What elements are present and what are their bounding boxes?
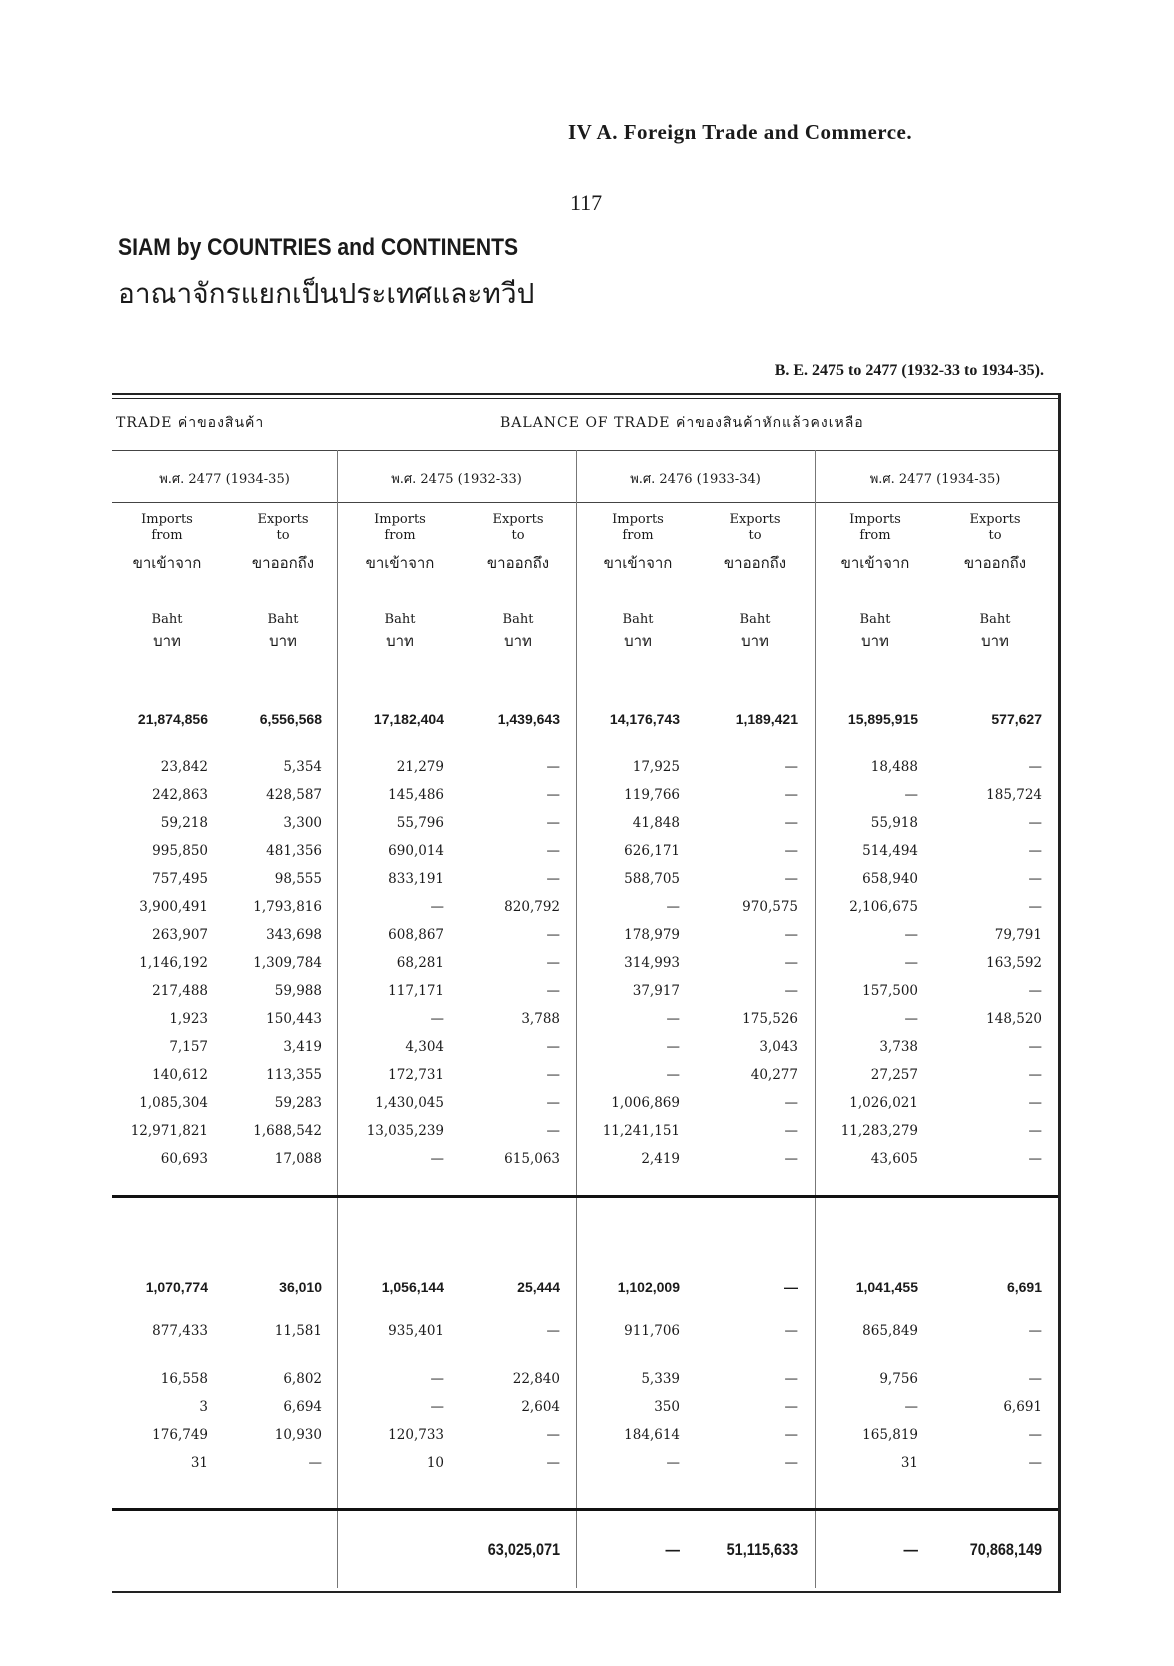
table-cell: 5,354 — [283, 759, 322, 775]
grand-total-cell: — — [903, 1540, 918, 1559]
table-cell: 145,486 — [388, 787, 444, 803]
table-cell: — — [784, 1371, 798, 1387]
column-heading-en: Exports — [969, 512, 1021, 527]
table-cell: — — [784, 1095, 798, 1111]
table-cell: — — [784, 871, 798, 887]
table-cell: 217,488 — [152, 983, 208, 999]
table-cell: 60,693 — [160, 1151, 208, 1167]
table-cell: — — [546, 1323, 560, 1339]
rule-under-years — [112, 502, 1058, 503]
table-cell: — — [784, 1151, 798, 1167]
table-cell: — — [1028, 1123, 1042, 1139]
table-cell: 1,085,304 — [139, 1095, 208, 1111]
table-cell: 481,356 — [266, 843, 322, 859]
table-cell: 172,731 — [388, 1067, 444, 1083]
table-cell: 6,694 — [283, 1399, 322, 1415]
table-cell: 11,283,279 — [840, 1123, 918, 1139]
table-cell: — — [784, 927, 798, 943]
column-heading-en: Imports — [612, 512, 664, 527]
table-cell: — — [546, 1039, 560, 1055]
unit-en: Baht — [151, 612, 183, 627]
table-cell: 690,014 — [388, 843, 444, 859]
table-cell: 1,923 — [169, 1011, 208, 1027]
table-cell: 5,339 — [641, 1371, 680, 1387]
column-heading-en: Imports — [849, 512, 901, 527]
table-cell: — — [784, 1123, 798, 1139]
table-cell: 1,793,816 — [253, 899, 322, 915]
unit-th: บาท — [269, 632, 297, 650]
grand-total-cell: 63,025,071 — [487, 1540, 560, 1559]
title-english: SIAM by COUNTRIES and CONTINENTS — [118, 234, 519, 261]
table-cell: 163,592 — [986, 955, 1042, 971]
table-cell: 1,430,045 — [375, 1095, 444, 1111]
table-cell: 343,698 — [266, 927, 322, 943]
table-cell: 13,035,239 — [366, 1123, 444, 1139]
column-heading-en-sub: to — [511, 528, 525, 543]
table-cell: 16,558 — [160, 1371, 208, 1387]
table-cell: 911,706 — [624, 1323, 680, 1339]
table-cell: — — [784, 1399, 798, 1415]
table-cell: 117,171 — [388, 983, 444, 999]
total-cell: 17,182,404 — [373, 711, 444, 727]
column-heading-th: ขาเข้าจาก — [603, 554, 673, 572]
frame-double-rule — [112, 398, 1058, 399]
column-heading-en: Imports — [374, 512, 426, 527]
year-header-2476: พ.ศ. 2476 (1933-34) — [630, 472, 761, 487]
total-cell: 21,874,856 — [137, 711, 208, 727]
table-cell: — — [546, 1095, 560, 1111]
table-cell: 6,691 — [1003, 1399, 1042, 1415]
table-cell: — — [1028, 871, 1042, 887]
column-heading-th: ขาเข้าจาก — [840, 554, 910, 572]
table-cell: 3,900,491 — [139, 899, 208, 915]
grand-total-cell: 70,868,149 — [969, 1540, 1042, 1559]
table-cell: 935,401 — [388, 1323, 444, 1339]
table-cell: 350 — [654, 1399, 680, 1415]
table-cell: 3,419 — [283, 1039, 322, 1055]
column-heading-en: Exports — [729, 512, 781, 527]
balance-header: BALANCE OF TRADE ค่าของสินค้าหักแล้วคงเหลือ — [500, 415, 864, 431]
table-cell: 119,766 — [624, 787, 680, 803]
table-cell: — — [1028, 1455, 1042, 1471]
table-cell: 1,006,869 — [611, 1095, 680, 1111]
subtotal-cell: 1,041,455 — [855, 1279, 918, 1295]
table-cell: 970,575 — [742, 899, 798, 915]
table-cell: 1,026,021 — [849, 1095, 918, 1111]
table-cell: 820,792 — [504, 899, 560, 915]
table-cell: — — [904, 955, 918, 971]
table-cell: — — [430, 899, 444, 915]
table-cell: — — [546, 815, 560, 831]
table-cell: — — [784, 1427, 798, 1443]
column-heading-th: ขาออกถึง — [963, 554, 1027, 572]
table-cell: — — [1028, 899, 1042, 915]
table-cell: — — [784, 983, 798, 999]
page-number: 117 — [570, 190, 603, 215]
total-cell: 577,627 — [991, 711, 1042, 727]
divider-3 — [815, 450, 816, 1588]
table-cell: 588,705 — [624, 871, 680, 887]
unit-en: Baht — [384, 612, 416, 627]
table-cell: 877,433 — [152, 1323, 208, 1339]
column-heading-en-sub: from — [859, 528, 891, 543]
table-cell: 615,063 — [504, 1151, 560, 1167]
table-cell: 263,907 — [152, 927, 208, 943]
unit-en: Baht — [622, 612, 654, 627]
table-cell: 242,863 — [152, 787, 208, 803]
unit-th: บาท — [504, 632, 532, 650]
table-cell: — — [430, 1371, 444, 1387]
table-cell: — — [546, 843, 560, 859]
table-cell: — — [784, 1323, 798, 1339]
rule-under-headers — [112, 450, 1058, 451]
title-thai: อาณาจักรแยกเป็นประเทศและทวีป — [118, 277, 535, 310]
table-cell: — — [1028, 1039, 1042, 1055]
table-cell: 113,355 — [266, 1067, 322, 1083]
table-cell: 608,867 — [388, 927, 444, 943]
table-cell: — — [784, 759, 798, 775]
table-cell: 833,191 — [388, 871, 444, 887]
unit-th: บาท — [624, 632, 652, 650]
table-cell: — — [784, 955, 798, 971]
table-cell: — — [546, 1123, 560, 1139]
table-cell: — — [546, 871, 560, 887]
column-heading-en-sub: to — [748, 528, 762, 543]
table-cell: 41,848 — [632, 815, 680, 831]
column-heading-en-sub: to — [988, 528, 1002, 543]
table-cell: — — [546, 1427, 560, 1443]
table-cell: — — [904, 787, 918, 803]
table-cell: 43,605 — [870, 1151, 918, 1167]
table-cell: — — [1028, 1067, 1042, 1083]
table-cell: — — [784, 1455, 798, 1471]
table-cell: 55,796 — [396, 815, 444, 831]
table-cell: 21,279 — [396, 759, 444, 775]
table-cell: — — [1028, 1095, 1042, 1111]
section-rule-bottom — [112, 1508, 1058, 1511]
table-cell: 27,257 — [870, 1067, 918, 1083]
table-cell: 865,849 — [862, 1323, 918, 1339]
column-heading-th: ขาออกถึง — [486, 554, 550, 572]
table-cell: — — [666, 1011, 680, 1027]
total-cell: 1,439,643 — [497, 711, 560, 727]
year-header-2475: พ.ศ. 2475 (1932-33) — [391, 472, 522, 487]
table-cell: — — [1028, 1371, 1042, 1387]
total-cell: 6,556,568 — [259, 711, 322, 727]
grand-total-cell: — — [665, 1540, 680, 1559]
table-cell: — — [784, 843, 798, 859]
column-heading-th: ขาออกถึง — [723, 554, 787, 572]
table-cell: 59,988 — [274, 983, 322, 999]
section-heading: IV A. Foreign Trade and Commerce. — [568, 120, 913, 144]
table-cell: — — [666, 1455, 680, 1471]
table-cell: 59,283 — [274, 1095, 322, 1111]
table-cell: 658,940 — [862, 871, 918, 887]
table-cell: 2,419 — [641, 1151, 680, 1167]
subtotal-cell: 1,056,144 — [381, 1279, 444, 1295]
table-cell: — — [546, 1455, 560, 1471]
table-cell: — — [904, 927, 918, 943]
table-cell: — — [546, 759, 560, 775]
table-cell: 314,993 — [624, 955, 680, 971]
table-cell: 10,930 — [274, 1427, 322, 1443]
column-heading-th: ขาเข้าจาก — [132, 554, 202, 572]
table-cell: — — [784, 787, 798, 803]
table-cell: 157,500 — [862, 983, 918, 999]
year-header-2477: พ.ศ. 2477 (1934-35) — [869, 472, 1001, 487]
table-cell: — — [546, 787, 560, 803]
column-heading-th: ขาออกถึง — [251, 554, 315, 572]
total-cell: 15,895,915 — [847, 711, 918, 727]
column-heading-en: Exports — [492, 512, 544, 527]
table-cell: 17,925 — [632, 759, 680, 775]
table-cell: 995,850 — [152, 843, 208, 859]
table-cell: — — [666, 1039, 680, 1055]
grand-total-cell: 51,115,633 — [726, 1540, 798, 1559]
table-cell: 2,604 — [521, 1399, 560, 1415]
subtotal-cell: 6,691 — [1006, 1279, 1042, 1295]
unit-th: บาท — [741, 632, 769, 650]
table-cell: 185,724 — [986, 787, 1042, 803]
table-cell: 1,309,784 — [253, 955, 322, 971]
table-cell: — — [546, 927, 560, 943]
table-cell: 1,688,542 — [253, 1123, 322, 1139]
table-cell: — — [1028, 1323, 1042, 1339]
table-cell: 18,488 — [870, 759, 918, 775]
table-cell: 9,756 — [879, 1371, 918, 1387]
unit-en: Baht — [739, 612, 771, 627]
unit-en: Baht — [502, 612, 534, 627]
table-cell: 3 — [199, 1399, 208, 1415]
subtotal-cell: 36,010 — [279, 1279, 322, 1295]
table-cell: — — [1028, 759, 1042, 775]
column-heading-en-sub: to — [276, 528, 290, 543]
table-cell: 23,842 — [160, 759, 208, 775]
table-cell: 6,802 — [283, 1371, 322, 1387]
table-cell: 3,738 — [879, 1039, 918, 1055]
table-cell: 178,979 — [624, 927, 680, 943]
table-cell: 184,614 — [624, 1427, 680, 1443]
section-rule-top — [112, 1195, 1058, 1198]
table-cell: 11,241,151 — [602, 1123, 680, 1139]
table-cell: 12,971,821 — [130, 1123, 208, 1139]
unit-th: บาท — [861, 632, 889, 650]
table-cell: 31 — [900, 1455, 918, 1471]
total-cell: 1,189,421 — [735, 711, 798, 727]
table-cell: 79,791 — [994, 927, 1042, 943]
table-cell: 55,918 — [870, 815, 918, 831]
table-cell: 2,106,675 — [849, 899, 918, 915]
table-cell: — — [546, 983, 560, 999]
table-cell: — — [904, 1399, 918, 1415]
column-heading-th: ขาเข้าจาก — [365, 554, 435, 572]
table-cell: 3,788 — [521, 1011, 560, 1027]
table-cell: 31 — [190, 1455, 208, 1471]
column-heading-en-sub: from — [622, 528, 654, 543]
table-cell: 11,581 — [274, 1323, 322, 1339]
total-cell: 14,176,743 — [609, 711, 680, 727]
column-heading-en: Imports — [141, 512, 193, 527]
table-cell: — — [430, 1151, 444, 1167]
table-cell: — — [546, 1067, 560, 1083]
divider-2 — [576, 450, 577, 1588]
table-cell: 10 — [426, 1455, 444, 1471]
table-frame — [112, 393, 1061, 1593]
table-cell: 140,612 — [152, 1067, 208, 1083]
table-cell: 150,443 — [266, 1011, 322, 1027]
year-header-trade: พ.ศ. 2477 (1934-35) — [159, 472, 290, 487]
period-label: B. E. 2475 to 2477 (1932-33 to 1934-35). — [774, 362, 1044, 379]
subtotal-cell: — — [784, 1279, 798, 1295]
unit-th: บาท — [153, 632, 181, 650]
table-cell: — — [666, 1067, 680, 1083]
subtotal-cell: 1,102,009 — [617, 1279, 680, 1295]
table-cell: 3,043 — [759, 1039, 798, 1055]
table-cell: 59,218 — [160, 815, 208, 831]
table-cell: 17,088 — [274, 1151, 322, 1167]
column-heading-en-sub: from — [151, 528, 183, 543]
table-cell: 98,555 — [274, 871, 322, 887]
table-cell: — — [430, 1011, 444, 1027]
table-cell: — — [666, 899, 680, 915]
table-cell: 3,300 — [283, 815, 322, 831]
table-cell: 37,917 — [632, 983, 680, 999]
trade-header: TRADE ค่าของสินค้า — [116, 415, 265, 431]
table-cell: 428,587 — [266, 787, 322, 803]
column-heading-en-sub: from — [384, 528, 416, 543]
table-cell: 40,277 — [750, 1067, 798, 1083]
column-heading-en: Exports — [257, 512, 309, 527]
subtotal-cell: 25,444 — [517, 1279, 560, 1295]
table-cell: — — [1028, 843, 1042, 859]
unit-th: บาท — [981, 632, 1009, 650]
table-cell: — — [430, 1399, 444, 1415]
table-cell: 22,840 — [512, 1371, 560, 1387]
table-cell: 626,171 — [624, 843, 680, 859]
unit-en: Baht — [859, 612, 891, 627]
table-cell: — — [546, 955, 560, 971]
table-cell: 165,819 — [862, 1427, 918, 1443]
unit-th: บาท — [386, 632, 414, 650]
table-cell: 1,146,192 — [139, 955, 208, 971]
table-cell: 68,281 — [396, 955, 444, 971]
subtotal-cell: 1,070,774 — [145, 1279, 208, 1295]
table-cell: 757,495 — [152, 871, 208, 887]
unit-en: Baht — [267, 612, 299, 627]
table-cell: 4,304 — [405, 1039, 444, 1055]
unit-en: Baht — [979, 612, 1011, 627]
table-cell: — — [784, 815, 798, 831]
table-cell: 175,526 — [742, 1011, 798, 1027]
table-cell: — — [904, 1011, 918, 1027]
table-cell: 148,520 — [986, 1011, 1042, 1027]
table-cell: 7,157 — [169, 1039, 208, 1055]
table-cell: 176,749 — [152, 1427, 208, 1443]
table-cell: — — [1028, 1427, 1042, 1443]
table-cell: — — [308, 1455, 322, 1471]
table-cell: — — [1028, 1151, 1042, 1167]
table-cell: 514,494 — [862, 843, 918, 859]
table-cell: 120,733 — [388, 1427, 444, 1443]
table-cell: — — [1028, 983, 1042, 999]
table-cell: — — [1028, 815, 1042, 831]
